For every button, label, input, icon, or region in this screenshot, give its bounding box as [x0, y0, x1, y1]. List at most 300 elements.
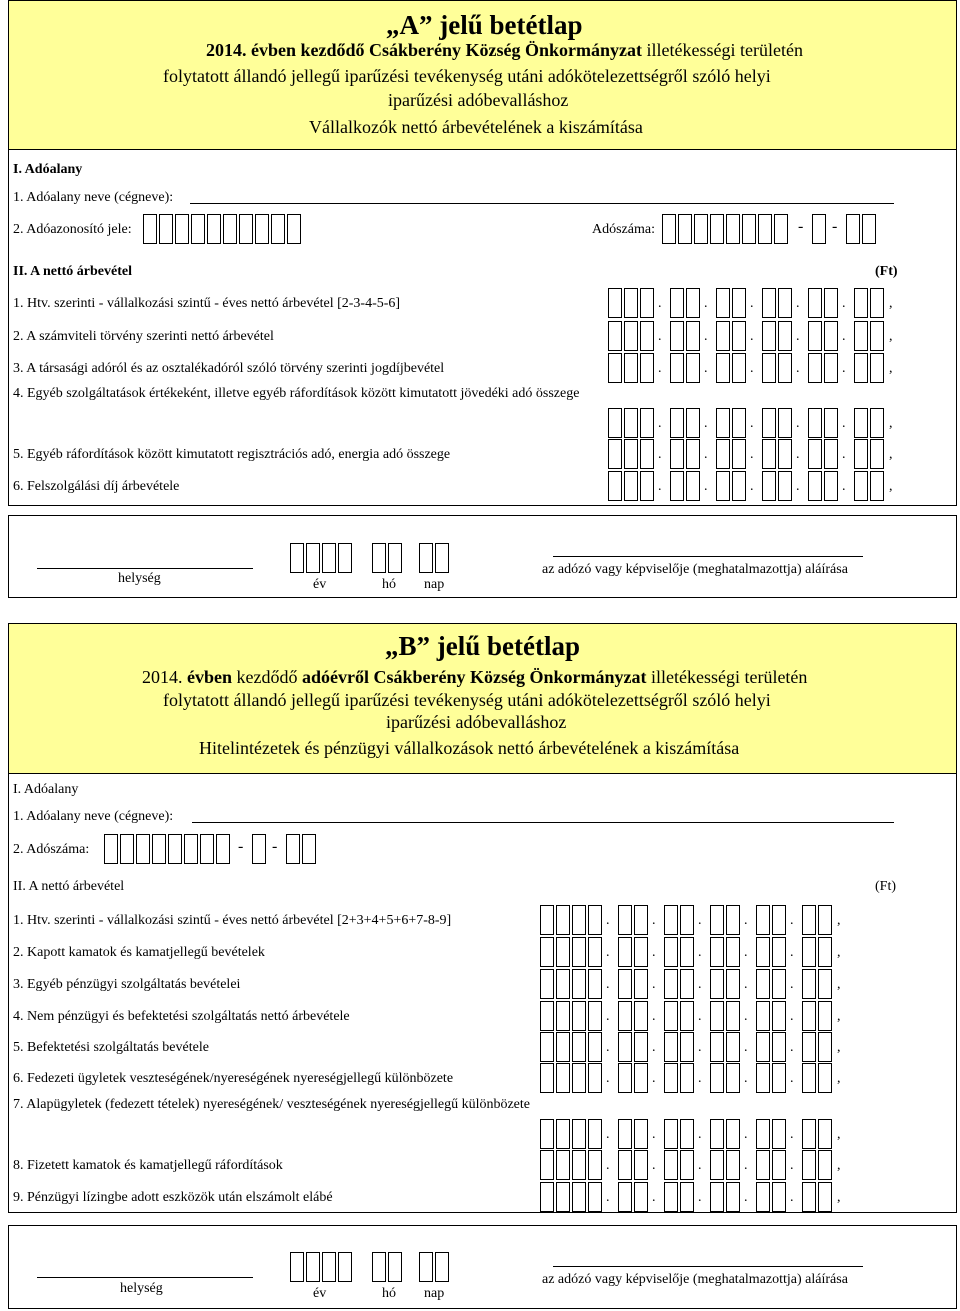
digit-cell[interactable] [556, 1032, 570, 1062]
thousands-separator: . [842, 329, 846, 344]
sheet-b-day-cells[interactable] [419, 1252, 451, 1282]
digit-cell[interactable] [664, 905, 678, 935]
thousands-separator: . [744, 977, 748, 992]
digit-cell[interactable] [854, 321, 868, 351]
digit-cell[interactable] [540, 1119, 554, 1149]
digit-cell[interactable] [808, 439, 822, 469]
digit-cell[interactable] [808, 353, 822, 383]
sheet-b-row-9-amount[interactable] [540, 1182, 858, 1212]
sheet-a-row-1-amount[interactable] [608, 288, 910, 318]
digit-cell[interactable] [762, 288, 776, 318]
digit-cell[interactable] [634, 937, 648, 967]
thousands-separator: . [658, 416, 662, 431]
digit-cell[interactable] [808, 408, 822, 438]
digit-cell[interactable] [762, 321, 776, 351]
sheet-b-row-4-amount[interactable] [540, 1001, 858, 1031]
sheet-b-tax-number-cells-2[interactable] [252, 834, 268, 864]
thousands-separator: . [698, 1040, 702, 1055]
digit-cell[interactable] [572, 937, 586, 967]
sheet-a-tax-number-cells-3[interactable] [846, 214, 878, 244]
sheet-b-row-5-label: 5. Befektetési szolgáltatás bevétele [13, 1040, 209, 1055]
digit-cell[interactable] [588, 969, 602, 999]
decimal-comma: , [889, 447, 893, 462]
digit-cell[interactable] [710, 969, 724, 999]
digit-cell[interactable] [556, 1063, 570, 1093]
thousands-separator: . [658, 329, 662, 344]
digit-cell[interactable] [608, 471, 622, 501]
digit-cell[interactable] [854, 408, 868, 438]
digit-cell[interactable] [762, 471, 776, 501]
digit-cell[interactable] [802, 969, 816, 999]
digit-cell[interactable] [756, 905, 770, 935]
sheet-b-row-8-amount[interactable] [540, 1150, 858, 1180]
thousands-separator: . [796, 479, 800, 494]
digit-cell[interactable] [640, 288, 654, 318]
thousands-separator: . [606, 1009, 610, 1024]
digit-cell[interactable] [572, 1182, 586, 1212]
digit-cell[interactable] [670, 321, 684, 351]
digit-cell[interactable] [870, 353, 884, 383]
digit-cell[interactable] [726, 1119, 740, 1149]
digit-cell[interactable] [778, 471, 792, 501]
digit-cell[interactable] [762, 408, 776, 438]
digit-cell[interactable] [572, 905, 586, 935]
digit-cell[interactable] [802, 905, 816, 935]
sheet-b-hdr1-a: 2014. [142, 667, 183, 687]
digit-cell[interactable] [624, 439, 638, 469]
sheet-a-header-line4: Vállalkozók nettó árbevételének a kiszámítása [309, 117, 643, 137]
sheet-a-row-4-amount[interactable] [608, 408, 910, 438]
digit-cell[interactable] [778, 408, 792, 438]
digit-cell[interactable] [710, 905, 724, 935]
digit-cell[interactable] [824, 471, 838, 501]
digit-cell[interactable] [608, 353, 622, 383]
sheet-b-place-label: helység [120, 1281, 163, 1296]
sheet-b-tax-number-cells-1[interactable] [104, 834, 232, 864]
digit-cell[interactable] [686, 471, 700, 501]
digit-cell[interactable] [710, 1182, 724, 1212]
sheet-a-row-3-amount[interactable] [608, 353, 910, 383]
digit-cell[interactable] [756, 1001, 770, 1031]
digit-cell[interactable] [556, 1119, 570, 1149]
sheet-b-header-line3: iparűzési adóbevalláshoz [386, 712, 567, 732]
digit-cell[interactable] [540, 969, 554, 999]
thousands-separator: . [790, 1009, 794, 1024]
digit-cell[interactable] [710, 1119, 724, 1149]
decimal-comma: , [837, 1009, 841, 1024]
digit-cell[interactable] [634, 1001, 648, 1031]
sheet-a-day-label: nap [424, 577, 445, 592]
sheet-b-row-1-amount[interactable] [540, 905, 858, 935]
digit-cell[interactable] [680, 1119, 694, 1149]
sheet-a-title: „A” jelű betétlap [386, 10, 583, 40]
digit-cell[interactable] [618, 1032, 632, 1062]
digit-cell[interactable] [686, 353, 700, 383]
digit-cell[interactable] [556, 1001, 570, 1031]
digit-cell[interactable] [608, 321, 622, 351]
thousands-separator: . [704, 329, 708, 344]
digit-cell[interactable] [664, 1032, 678, 1062]
digit-cell[interactable] [726, 1001, 740, 1031]
digit-cell[interactable] [540, 905, 554, 935]
digit-cell[interactable] [664, 1150, 678, 1180]
digit-cell[interactable] [634, 1182, 648, 1212]
digit-cell[interactable] [624, 321, 638, 351]
sheet-a-tax-dash-1: - [798, 218, 804, 235]
digit-cell[interactable] [710, 937, 724, 967]
sheet-a-row-5-label: 5. Egyéb ráfordítások között kimutatott regisztrációs adó, energia adó összege [13, 447, 451, 462]
thousands-separator: . [698, 977, 702, 992]
digit-cell[interactable] [772, 1182, 786, 1212]
digit-cell[interactable] [772, 1063, 786, 1093]
digit-cell[interactable] [618, 969, 632, 999]
sheet-b-month-cells[interactable] [372, 1252, 404, 1282]
digit-cell[interactable] [732, 321, 746, 351]
thousands-separator: . [698, 1127, 702, 1142]
digit-cell[interactable] [802, 1182, 816, 1212]
digit-cell[interactable] [664, 937, 678, 967]
digit-cell[interactable] [640, 353, 654, 383]
digit-cell[interactable] [618, 1063, 632, 1093]
digit-cell[interactable] [772, 1150, 786, 1180]
digit-cell[interactable] [870, 439, 884, 469]
sheet-b-section-2: II. A nettó árbevétel [13, 879, 125, 894]
sheet-b-place-field[interactable] [37, 1277, 253, 1278]
digit-cell[interactable] [680, 905, 694, 935]
sheet-b-row-4-label: 4. Nem pénzügyi és befektetési szolgáltatás nettó árbevétele [13, 1009, 350, 1024]
thousands-separator: . [796, 329, 800, 344]
digit-cell[interactable] [680, 969, 694, 999]
digit-cell[interactable] [686, 288, 700, 318]
digit-cell[interactable] [634, 1150, 648, 1180]
digit-cell[interactable] [556, 969, 570, 999]
digit-cell[interactable] [808, 471, 822, 501]
digit-cell[interactable] [870, 471, 884, 501]
digit-cell[interactable] [802, 1032, 816, 1062]
sheet-b-row-6-amount[interactable] [540, 1063, 858, 1093]
digit-cell[interactable] [726, 1150, 740, 1180]
digit-cell[interactable] [618, 1001, 632, 1031]
digit-cell[interactable] [756, 1119, 770, 1149]
digit-cell[interactable] [870, 321, 884, 351]
sheet-a-row-6-amount[interactable] [608, 471, 910, 501]
thousands-separator: . [750, 447, 754, 462]
sheet-a-name-field[interactable] [190, 203, 894, 204]
digit-cell[interactable] [716, 439, 730, 469]
digit-cell[interactable] [726, 1063, 740, 1093]
digit-cell[interactable] [680, 1032, 694, 1062]
digit-cell[interactable] [670, 288, 684, 318]
digit-cell[interactable] [772, 1001, 786, 1031]
digit-cell[interactable] [756, 1150, 770, 1180]
digit-cell[interactable] [854, 353, 868, 383]
digit-cell[interactable] [824, 408, 838, 438]
digit-cell[interactable] [588, 1182, 602, 1212]
digit-cell[interactable] [726, 937, 740, 967]
digit-cell[interactable] [664, 1063, 678, 1093]
sheet-b-header-line1 [142, 667, 807, 688]
digit-cell[interactable] [670, 408, 684, 438]
digit-cell[interactable] [716, 408, 730, 438]
digit-cell[interactable] [588, 905, 602, 935]
digit-cell[interactable] [608, 408, 622, 438]
digit-cell[interactable] [778, 288, 792, 318]
digit-cell[interactable] [824, 439, 838, 469]
digit-cell[interactable] [588, 1150, 602, 1180]
sheet-a-tax-dash-2: - [832, 218, 838, 235]
digit-cell[interactable] [670, 439, 684, 469]
thousands-separator: . [744, 1190, 748, 1205]
digit-cell[interactable] [802, 1119, 816, 1149]
sheet-b-tax-number-label: 2. Adószáma: [13, 842, 90, 857]
digit-cell[interactable] [710, 1063, 724, 1093]
digit-cell[interactable] [618, 1119, 632, 1149]
digit-cell[interactable] [540, 937, 554, 967]
digit-cell[interactable] [818, 1150, 832, 1180]
digit-cell[interactable] [756, 969, 770, 999]
digit-cell[interactable] [624, 353, 638, 383]
digit-cell[interactable] [802, 1150, 816, 1180]
thousands-separator: . [606, 1158, 610, 1173]
digit-cell[interactable] [664, 969, 678, 999]
digit-cell[interactable] [818, 969, 832, 999]
sheet-a-year-cells[interactable] [290, 543, 354, 573]
digit-cell[interactable] [618, 1182, 632, 1212]
digit-cell[interactable] [726, 1032, 740, 1062]
sheet-a-year-label: év [313, 577, 327, 592]
digit-cell[interactable] [556, 905, 570, 935]
digit-cell[interactable] [572, 969, 586, 999]
digit-cell[interactable] [634, 969, 648, 999]
sheet-a-month-cells[interactable] [372, 543, 404, 573]
thousands-separator: . [744, 1071, 748, 1086]
sheet-b-row-6-label: 6. Fedezeti ügyletek veszteségének/nyereségének nyereségjellegű különbözete [13, 1071, 454, 1086]
sheet-b-month-label: hó [382, 1286, 396, 1301]
sheet-b-hdr1-b: évben [187, 667, 232, 687]
digit-cell[interactable] [824, 321, 838, 351]
digit-cell[interactable] [608, 439, 622, 469]
digit-cell[interactable] [824, 353, 838, 383]
digit-cell[interactable] [756, 937, 770, 967]
digit-cell[interactable] [772, 1032, 786, 1062]
digit-cell[interactable] [778, 439, 792, 469]
thousands-separator: . [790, 1127, 794, 1142]
sheet-a-tax-number-cells-2[interactable] [812, 214, 828, 244]
digit-cell[interactable] [640, 471, 654, 501]
digit-cell[interactable] [556, 937, 570, 967]
thousands-separator: . [606, 1127, 610, 1142]
sheet-b-row-7-amount[interactable] [540, 1119, 858, 1149]
digit-cell[interactable] [756, 1063, 770, 1093]
digit-cell[interactable] [762, 353, 776, 383]
sheet-b-tax-number-cells-3[interactable] [286, 834, 318, 864]
digit-cell[interactable] [802, 937, 816, 967]
thousands-separator: . [704, 479, 708, 494]
digit-cell[interactable] [716, 353, 730, 383]
digit-cell[interactable] [572, 1032, 586, 1062]
sheet-a-id-label: 2. Adóazonosító jele: [13, 222, 132, 237]
digit-cell[interactable] [680, 1063, 694, 1093]
digit-cell[interactable] [716, 288, 730, 318]
thousands-separator: . [698, 1158, 702, 1173]
decimal-comma: , [837, 1071, 841, 1086]
digit-cell[interactable] [640, 321, 654, 351]
thousands-separator: . [658, 479, 662, 494]
digit-cell[interactable] [608, 288, 622, 318]
sheet-b-row-3-amount[interactable] [540, 969, 858, 999]
thousands-separator: . [750, 296, 754, 311]
digit-cell[interactable] [716, 471, 730, 501]
digit-cell[interactable] [540, 1150, 554, 1180]
sheet-a-hdr1-a: 2014. évben kezdődő [206, 40, 365, 60]
digit-cell[interactable] [640, 408, 654, 438]
decimal-comma: , [889, 361, 893, 376]
digit-cell[interactable] [634, 1063, 648, 1093]
decimal-comma: , [837, 1127, 841, 1142]
thousands-separator: . [698, 1009, 702, 1024]
thousands-separator: . [790, 977, 794, 992]
digit-cell[interactable] [624, 288, 638, 318]
digit-cell[interactable] [772, 969, 786, 999]
digit-cell[interactable] [588, 1032, 602, 1062]
digit-cell[interactable] [732, 353, 746, 383]
sheet-a-tax-number-cells-1[interactable] [662, 214, 790, 244]
digit-cell[interactable] [732, 408, 746, 438]
digit-cell[interactable] [778, 321, 792, 351]
digit-cell[interactable] [854, 439, 868, 469]
digit-cell[interactable] [572, 1063, 586, 1093]
sheet-b-header-line4: Hitelintézetek és pénzügyi vállalkozások nettó árbevételének a kiszámítása [199, 738, 740, 758]
sheet-b-year-cells[interactable] [290, 1252, 354, 1282]
digit-cell[interactable] [618, 937, 632, 967]
digit-cell[interactable] [732, 471, 746, 501]
sheet-b-hdr1-d: adóévről [301, 667, 369, 687]
sheet-b-row-2-amount[interactable] [540, 937, 858, 967]
digit-cell[interactable] [572, 1119, 586, 1149]
digit-cell[interactable] [818, 1182, 832, 1212]
digit-cell[interactable] [772, 937, 786, 967]
digit-cell[interactable] [802, 1063, 816, 1093]
digit-cell[interactable] [762, 439, 776, 469]
digit-cell[interactable] [732, 288, 746, 318]
digit-cell[interactable] [540, 1063, 554, 1093]
digit-cell[interactable] [818, 1001, 832, 1031]
sheet-a-row-2-amount[interactable] [608, 321, 910, 351]
digit-cell[interactable] [818, 905, 832, 935]
digit-cell[interactable] [818, 937, 832, 967]
digit-cell[interactable] [588, 937, 602, 967]
digit-cell[interactable] [772, 1119, 786, 1149]
digit-cell[interactable] [680, 1150, 694, 1180]
sheet-b-row-9-label: 9. Pénzügyi lízingbe adott eszközök után elszámolt elábé [13, 1190, 333, 1205]
sheet-a-signature-field[interactable] [553, 556, 863, 557]
sheet-a-signature-label: az adózó vagy képviselője (meghatalmazottja) aláírása [542, 562, 848, 577]
digit-cell[interactable] [854, 288, 868, 318]
thousands-separator: . [842, 447, 846, 462]
sheet-a-row-5-amount[interactable] [608, 439, 910, 469]
digit-cell[interactable] [588, 1063, 602, 1093]
digit-cell[interactable] [680, 937, 694, 967]
digit-cell[interactable] [772, 905, 786, 935]
digit-cell[interactable] [818, 1032, 832, 1062]
digit-cell[interactable] [680, 1182, 694, 1212]
digit-cell[interactable] [572, 1150, 586, 1180]
thousands-separator: . [744, 1127, 748, 1142]
sheet-a-day-cells[interactable] [419, 543, 451, 573]
digit-cell[interactable] [802, 1001, 816, 1031]
digit-cell[interactable] [634, 1032, 648, 1062]
digit-cell[interactable] [686, 321, 700, 351]
sheet-a-row-1-label: 1. Htv. szerinti - vállalkozási szintű - éves nettó árbevétel [2-3-4-5-6] [13, 296, 401, 311]
sheet-b-name-field[interactable] [192, 822, 894, 823]
sheet-a-place-field[interactable] [37, 568, 253, 569]
digit-cell[interactable] [640, 439, 654, 469]
digit-cell[interactable] [716, 321, 730, 351]
digit-cell[interactable] [618, 1150, 632, 1180]
digit-cell[interactable] [670, 471, 684, 501]
digit-cell[interactable] [726, 1182, 740, 1212]
digit-cell[interactable] [664, 1182, 678, 1212]
digit-cell[interactable] [726, 905, 740, 935]
digit-cell[interactable] [556, 1150, 570, 1180]
thousands-separator: . [744, 1009, 748, 1024]
digit-cell[interactable] [540, 1001, 554, 1031]
digit-cell[interactable] [588, 1119, 602, 1149]
digit-cell[interactable] [686, 408, 700, 438]
sheet-b-signature-field[interactable] [553, 1266, 863, 1267]
digit-cell[interactable] [624, 408, 638, 438]
digit-cell[interactable] [756, 1032, 770, 1062]
digit-cell[interactable] [634, 905, 648, 935]
digit-cell[interactable] [624, 471, 638, 501]
digit-cell[interactable] [854, 471, 868, 501]
digit-cell[interactable] [778, 353, 792, 383]
digit-cell[interactable] [710, 1150, 724, 1180]
digit-cell[interactable] [818, 1063, 832, 1093]
sheet-b-row-5-amount[interactable] [540, 1032, 858, 1062]
digit-cell[interactable] [618, 905, 632, 935]
digit-cell[interactable] [808, 288, 822, 318]
digit-cell[interactable] [556, 1182, 570, 1212]
sheet-a-tax-id-cells[interactable] [143, 214, 303, 244]
digit-cell[interactable] [540, 1032, 554, 1062]
digit-cell[interactable] [756, 1182, 770, 1212]
digit-cell[interactable] [732, 439, 746, 469]
digit-cell[interactable] [588, 1001, 602, 1031]
sheet-b-tax-dash-1: - [238, 838, 244, 855]
digit-cell[interactable] [664, 1001, 678, 1031]
thousands-separator: . [652, 1190, 656, 1205]
digit-cell[interactable] [634, 1119, 648, 1149]
digit-cell[interactable] [680, 1001, 694, 1031]
thousands-separator: . [790, 1158, 794, 1173]
digit-cell[interactable] [664, 1119, 678, 1149]
digit-cell[interactable] [818, 1119, 832, 1149]
digit-cell[interactable] [540, 1182, 554, 1212]
digit-cell[interactable] [870, 288, 884, 318]
digit-cell[interactable] [710, 1032, 724, 1062]
thousands-separator: . [652, 945, 656, 960]
digit-cell[interactable] [726, 969, 740, 999]
digit-cell[interactable] [808, 321, 822, 351]
digit-cell[interactable] [710, 1001, 724, 1031]
digit-cell[interactable] [824, 288, 838, 318]
digit-cell[interactable] [870, 408, 884, 438]
digit-cell[interactable] [572, 1001, 586, 1031]
digit-cell[interactable] [670, 353, 684, 383]
digit-cell[interactable] [686, 439, 700, 469]
thousands-separator: . [790, 1190, 794, 1205]
